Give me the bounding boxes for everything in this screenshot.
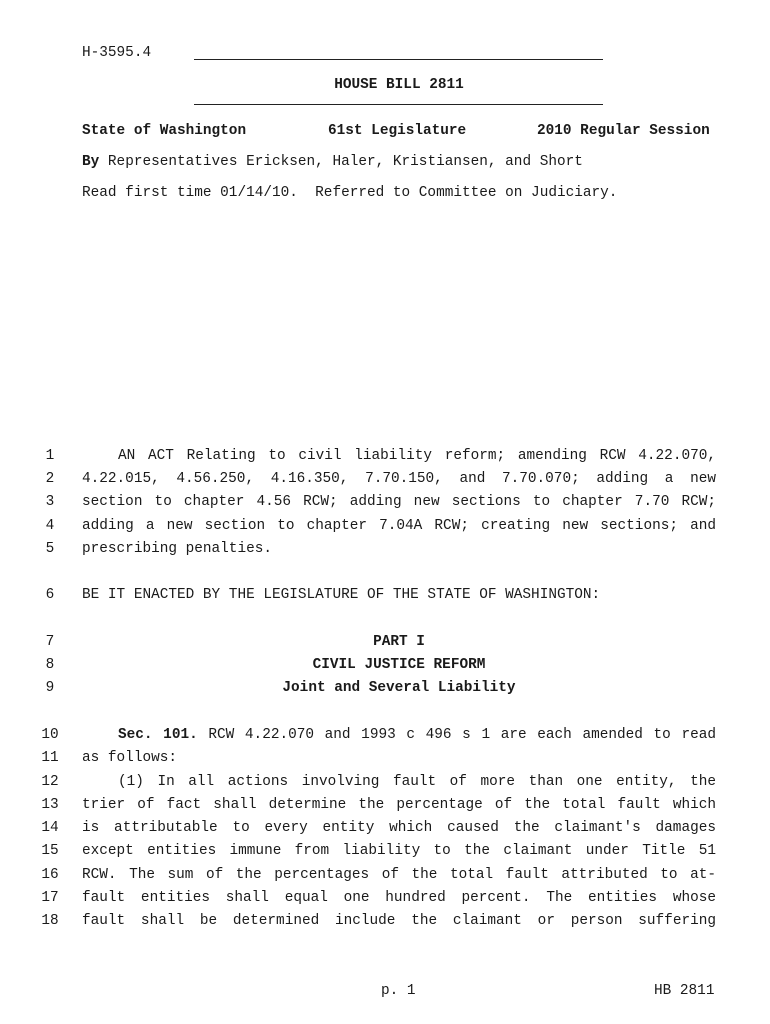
bill-title: HOUSE BILL 2811 (334, 77, 464, 93)
sponsors-prefix: By (82, 154, 100, 170)
line-number: 7 (45, 634, 55, 650)
line-number: 14 (41, 820, 59, 836)
body-line: AN ACT Relating to civil liability reform; amending RCW 4.22.070, (118, 448, 716, 464)
body-line: fault shall be determined include the claimant or person suffering (82, 913, 716, 929)
line-number: 6 (45, 587, 55, 603)
line-number: 18 (41, 913, 59, 929)
line-number: 13 (41, 797, 59, 813)
title-rule-bottom (194, 104, 603, 105)
line-number: 12 (41, 774, 59, 790)
body-line: fault entities shall equal one hundred percent. The entities whose (82, 890, 716, 906)
page-number: p. 1 (381, 983, 416, 999)
section-number: Sec. 101. (118, 727, 198, 743)
body-line: is attributable to every entity which caused the claimant's damages (82, 820, 716, 836)
subheading: Joint and Several Liability (282, 680, 516, 696)
line-number: 1 (45, 448, 55, 464)
body-line: 4.22.015, 4.56.250, 4.16.350, 7.70.150, and 7.70.070; adding a new (82, 471, 716, 487)
body-line: section to chapter 4.56 RCW; adding new sections to chapter 7.70 RCW; (82, 494, 716, 510)
body-line: trier of fact shall determine the percentage of the total fault which (82, 797, 716, 813)
title-rule-top (194, 59, 603, 60)
line-number: 15 (41, 843, 59, 859)
read-first-line: Read first time 01/14/10. Referred to Committee on Judiciary. (82, 185, 618, 201)
body-line: RCW. The sum of the percentages of the total fault attributed to at- (82, 867, 716, 883)
state-label: State of Washington (82, 123, 247, 139)
body-line: (1) In all actions involving fault of more than one entity, the (118, 774, 716, 790)
line-number: 16 (41, 867, 59, 883)
body-line: as follows: (82, 750, 177, 766)
session-label: 2010 Regular Session (537, 123, 710, 139)
line-number: 2 (45, 471, 55, 487)
section-text: RCW 4.22.070 and 1993 c 496 s 1 are each amended to read (208, 727, 716, 743)
line-number: 5 (45, 541, 55, 557)
line-number: 9 (45, 680, 55, 696)
body-line: adding a new section to chapter 7.04A RCW; creating new sections; and (82, 518, 716, 534)
section-line (82, 727, 716, 743)
enacting-clause: BE IT ENACTED BY THE LEGISLATURE OF THE STATE OF WASHINGTON: (82, 587, 601, 603)
body-line: prescribing penalties. (82, 541, 272, 557)
line-number: 8 (45, 657, 55, 673)
line-number: 4 (45, 518, 55, 534)
line-number: 11 (41, 750, 59, 766)
sponsors-line (82, 154, 583, 170)
document-code: H-3595.4 (82, 45, 152, 61)
sponsors-names: Representatives Ericksen, Haler, Kristiansen, and Short (107, 154, 583, 170)
body-line: except entities immune from liability to the claimant under Title 51 (82, 843, 716, 859)
part-title: CIVIL JUSTICE REFORM (312, 657, 486, 673)
legislature-label: 61st Legislature (328, 123, 467, 139)
line-number: 17 (41, 890, 59, 906)
part-heading: PART I (373, 634, 425, 650)
footer-bill-id: HB 2811 (654, 983, 715, 999)
line-number: 10 (41, 727, 59, 743)
line-number: 3 (45, 494, 55, 510)
